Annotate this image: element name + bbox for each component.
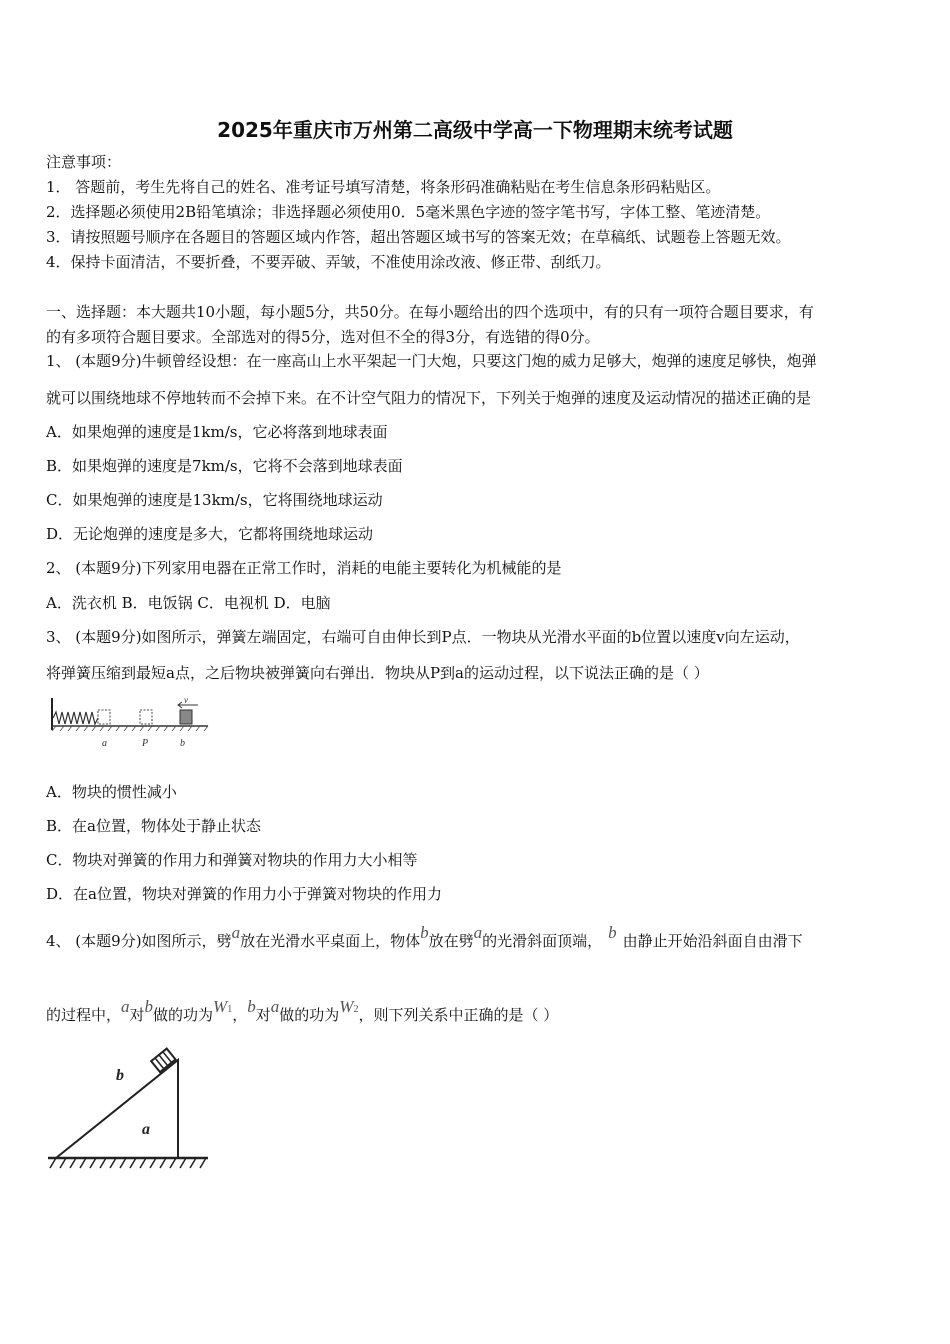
label-a: a: [102, 738, 107, 749]
q4-text: ，则下列关系中正确的是（ ）: [358, 1006, 559, 1024]
q1-stem-line1: 1、 (本题9分)牛顿曾经设想：在一座高山上水平架起一门大炮，只要这门炮的威力足够大，炮弹的速度足够快，炮弹: [46, 352, 817, 370]
q1-option-d: D．无论炮弹的速度是多大，它都将围绕地球运动: [46, 525, 374, 543]
q3-option-b: B．在a位置，物体处于静止状态: [46, 817, 261, 835]
q4-text: 的过程中，: [46, 1006, 122, 1024]
q3-option-a: A．物块的惯性减小: [46, 783, 177, 801]
q4-text: 由静止开始沿斜面自由滑下: [622, 932, 803, 950]
q3-spring-figure: [50, 696, 210, 752]
var-b: b: [247, 997, 256, 1016]
page-title: 2025年重庆市万州第二高级中学高一下物理期末统考试题: [217, 118, 733, 142]
q4-text: ，: [232, 1006, 248, 1024]
q4-text: 4、 (本题9分)如图所示，劈: [46, 932, 232, 950]
q3-option-d: D．在a位置，物块对弹簧的作用力小于弹簧对物块的作用力: [46, 885, 442, 903]
q4-stem-line1: [46, 923, 803, 951]
block-b: [151, 1049, 175, 1072]
label-p: P: [142, 738, 149, 749]
q1-stem-line2: 就可以围绕地球不停地转而不会掉下来。在不计空气阻力的情况下，下列关于炮弹的速度及运动情况的描述正确的是: [46, 389, 812, 407]
q4-text: 做的功为: [153, 1006, 214, 1024]
var-w1: W1: [213, 997, 233, 1016]
label-v: v: [184, 696, 188, 705]
label-b: b: [180, 738, 185, 749]
notice-item: 2．选择题必须使用2B铅笔填涂；非选择题必须使用0．5毫米黑色字迹的签字笔书写，字体工整、笔迹清楚。: [46, 203, 771, 221]
label-b: b: [116, 1067, 124, 1084]
var-b: b: [144, 997, 154, 1016]
notice-heading: 注意事项：: [46, 153, 122, 171]
var-a: a: [121, 997, 130, 1016]
q2-stem: 2、 (本题9分)下列家用电器在正常工作时，消耗的电能主要转化为机械能的是: [46, 559, 562, 577]
notice-item: 3．请按照题号顺序在各题目的答题区域内作答，超出答题区域书写的答案无效；在草稿纸、试题卷上答题无效。: [46, 228, 791, 246]
var-b: b: [420, 923, 429, 942]
q1-option-a: A．如果炮弹的速度是1km/s，它必将落到地球表面: [46, 423, 388, 441]
q4-stem-line2: [46, 997, 559, 1028]
q1-option-b: B．如果炮弹的速度是7km/s，它将不会落到地球表面: [46, 457, 403, 475]
var-a: a: [270, 997, 280, 1016]
q4-text: 对: [129, 1006, 145, 1024]
section-heading-line1: 一、选择题：本大题共10小题，每小题5分，共50分。在每小题给出的四个选项中，有的只有一项符合题目要求，有: [46, 303, 814, 321]
var-a: a: [231, 923, 241, 942]
notice-item: 1． 答题前，考生先将自己的姓名、准考证号填写清楚，将条形码准确粘贴在考生信息条形码粘贴区。: [46, 178, 721, 196]
q3-stem-line1: 3、 (本题9分)如图所示，弹簧左端固定，右端可自由伸长到P点．一物块从光滑水平面的b位置以速度v向左运动，: [46, 628, 800, 646]
q4-text: 的光滑斜面顶端，: [482, 932, 603, 950]
q4-text: 放在光滑水平桌面上，物体: [240, 932, 421, 950]
q3-option-c: C．物块对弹簧的作用力和弹簧对物块的作用力大小相等: [46, 851, 418, 869]
label-a: a: [142, 1121, 150, 1138]
q4-text: 对: [255, 1006, 271, 1024]
q4-wedge-figure: [44, 1046, 214, 1176]
q4-text: 做的功为: [279, 1006, 340, 1024]
q2-options: A．洗衣机 B．电饭锅 C．电视机 D．电脑: [46, 594, 331, 612]
q4-text: 放在劈: [428, 932, 474, 950]
q3-stem-line2: 将弹簧压缩到最短a点，之后物块被弹簧向右弹出．物块从P到a的运动过程，以下说法正确的是（ ）: [46, 664, 709, 682]
var-a: a: [473, 923, 483, 942]
block-position-a: [98, 710, 110, 724]
section-heading-line2: 的有多项符合题目要求。全部选对的得5分，选对但不全的得3分，有选错的得0分。: [46, 328, 600, 346]
var-b: b: [608, 923, 617, 942]
block: [180, 710, 192, 724]
ground-hatching: [50, 1158, 206, 1168]
spring: [53, 712, 98, 724]
block-position-p: [140, 710, 152, 724]
var-w2: W2: [339, 997, 359, 1016]
notice-item: 4．保持卡面清洁，不要折叠，不要弄破、弄皱，不准使用涂改液、修正带、刮纸刀。: [46, 253, 611, 271]
q1-option-c: C．如果炮弹的速度是13km/s，它将围绕地球运动: [46, 491, 383, 509]
